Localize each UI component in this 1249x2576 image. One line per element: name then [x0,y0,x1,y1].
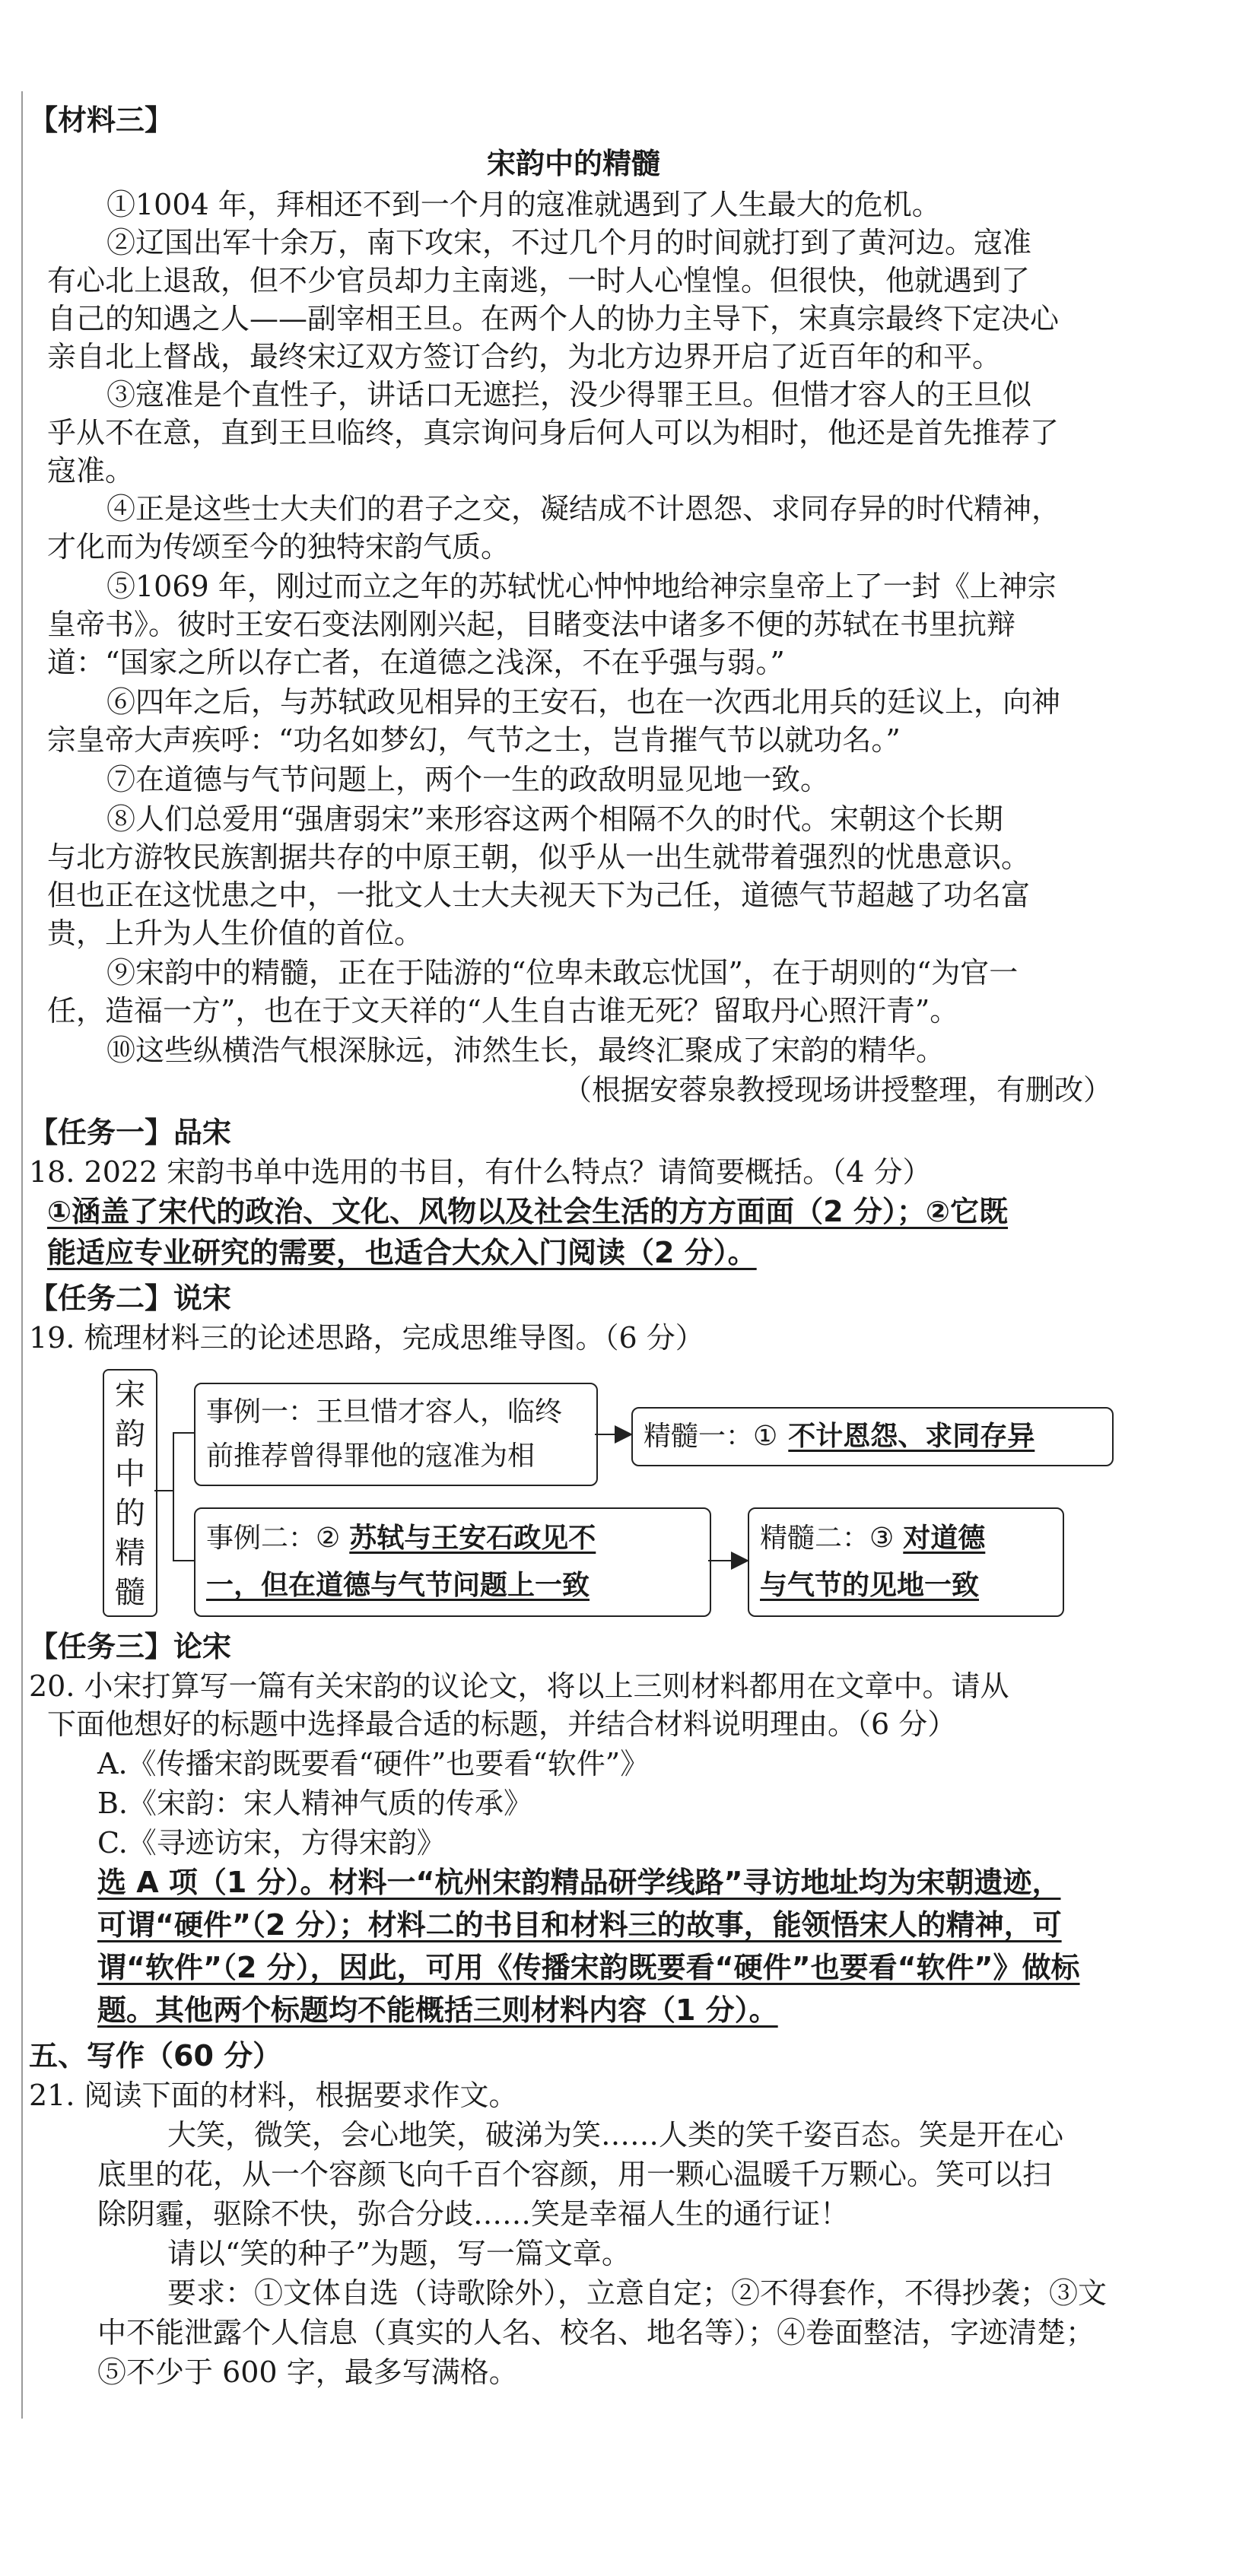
paragraph-line: 才化而为传颂至今的独特宋韵气质。 [47,530,510,564]
example1-line: 前推荐曾得罪他的寇准为相 [206,1440,536,1472]
paragraph-line: ③寇准是个直性子，讲话口无遮拦，没少得罪王旦。但惜才容人的王旦似 [106,378,1032,411]
question-20-line: 20. 小宋打算写一篇有关宋韵的议论文，将以上三则材料都用在文章中。请从 [29,1669,1009,1703]
question-19: 19. 梳理材料三的论述思路，完成思维导图。（6 分） [29,1321,704,1355]
paragraph-line: ⑩这些纵横浩气根深脉远，沛然生长，最终汇聚成了宋韵的精华。 [106,1034,945,1067]
writing-requirements-line: ⑤不少于 600 字，最多写满格。 [97,2355,518,2389]
paragraph-line: 乎从不在意，直到王旦临终，真宗询问身后何人可以为相时，他还是首先推荐了 [47,416,1060,449]
connector-root-example1 [154,1433,194,1491]
paragraph-line: 寇准。 [47,454,135,488]
paragraph-line: 亲自北上督战，最终宋辽双方签订合约，为北方边界开启了近百年的和平。 [47,340,1002,373]
question-20-line: 下面他想好的标题中选择最合适的标题，并结合材料说明理由。（6 分） [47,1707,957,1741]
answer-20-line: 可谓“硬件”（2 分）；材料二的书目和材料三的故事，能领悟宋人的精神，可 [97,1908,1062,1942]
question-18: 18. 2022 宋韵书单中选用的书目，有什么特点？请简要概括。（4 分） [29,1155,932,1189]
paragraph-line: 与北方游牧民族割据共存的中原王朝，似乎从一出生就带着强烈的忧患意识。 [47,840,1031,874]
answer-18-line: 能适应专业研究的需要，也适合大众入门阅读（2 分）。 [47,1236,757,1269]
answer-20-line: 题。其他两个标题均不能概括三则材料内容（1 分）。 [97,1993,778,2027]
source-note: （根据安蓉泉教授现场讲授整理，有删改） [563,1073,1113,1107]
task1-label: 【任务一】品宋 [29,1116,232,1149]
option-c: C.《寻迹访宋，方得宋韵》 [97,1826,446,1860]
example1-line: 事例一：王旦惜才容人，临终 [206,1396,563,1428]
paragraph-line: ④正是这些士大夫们的君子之交，凝结成不计恩怨、求同存异的时代精神， [106,492,1061,526]
connector-root-example2 [173,1491,194,1561]
paragraph-line: ①1004 年，拜相还不到一个月的寇准就遇到了人生最大的危机。 [106,188,941,221]
paragraph-line: ⑥四年之后，与苏轼政见相异的王安石，也在一次西北用兵的廷议上，向神 [106,685,1061,719]
paragraph-line: 自己的知遇之人——副宰相王旦。在两个人的协力主导下，宋真宗最终下定决心 [47,302,1060,335]
essence1-label: 精髓一：① [644,1421,778,1452]
paragraph-line: 有心北上退敌，但不少官员却力主南逃，一时人心惶惶。但很快，他就遇到了 [47,264,1031,297]
task3-label: 【任务三】论宋 [29,1630,232,1663]
answer-18-line: ①涵盖了宋代的政治、文化、风物以及社会生活的方方面面（2 分）；②它既 [47,1195,1009,1228]
task2-label: 【任务二】说宋 [29,1282,232,1315]
writing-material-line: 除阴霾，驱除不快，弥合分歧……笑是幸福人生的通行证！ [97,2197,850,2231]
paragraph-line: 任，造福一方”，也在于文天祥的“人生自古谁无死？留取丹心照汗青”。 [47,994,959,1028]
material-title: 宋韵中的精髓 [487,147,661,180]
paragraph-line: 宗皇帝大声疾呼：“功名如梦幻，气节之士，岂肯摧气节以就功名。” [47,723,901,757]
example2-answer-line: 一，但在道德与气节问题上一致 [206,1570,590,1601]
writing-material-line: 底里的花，从一个容颜飞向千百个容颜，用一颗心温暖千万颗心。笑可以扫 [97,2158,1052,2191]
paragraph-line: ②辽国出军十余万，南下攻宋，不过几个月的时间就打到了黄河边。寇准 [106,226,1032,259]
writing-heading: 五、写作（60 分） [29,2039,282,2073]
essence1-answer: 不计恩怨、求同存异 [788,1421,1035,1452]
writing-requirements-line: 中不能泄露个人信息（真实的人名、校名、地名等）；④卷面整洁，字迹清楚； [97,2316,1095,2349]
example2-answer-line: 苏轼与王安石政见不 [349,1523,596,1554]
paragraph-line: ⑧人们总爱用“强唐弱宋”来形容这两个相隔不久的时代。宋朝这个长期 [106,802,1003,836]
essence2-label: 精髓二：③ [760,1523,895,1554]
paragraph-line: 贵，上升为人生价值的首位。 [47,916,424,950]
answer-20-line: 谓“软件”（2 分），因此，可用《传播宋韵既要看“硬件”也要看“软件”》做标 [97,1951,1080,1984]
essence2-answer-line: 对道德 [903,1523,986,1554]
essence2-answer-line: 与气节的见地一致 [760,1570,980,1601]
paragraph-line: 皇帝书》。彼时王安石变法刚刚兴起，目睹变法中诸多不便的苏轼在书里抗辩 [47,608,1016,641]
paragraph-line: ⑨宋韵中的精髓，正在于陆游的“位卑未敢忘忧国”，在于胡则的“为官一 [106,956,1019,989]
option-a: A.《传播宋韵既要看“硬件”也要看“软件”》 [97,1747,650,1780]
material-label: 【材料三】 [29,103,174,137]
paragraph-line: ⑤1069 年，刚过而立之年的苏轼忧心忡忡地给神宗皇帝上了一封《上神宗 [106,570,1057,603]
option-b: B.《宋韵：宋人精神气质的传承》 [97,1787,533,1820]
writing-prompt: 请以“笑的种子”为题，写一篇文章。 [167,2237,631,2270]
question-21: 21. 阅读下面的材料，根据要求作文。 [29,2079,518,2112]
paragraph-line: ⑦在道德与气节问题上，两个一生的政敌明显见地一致。 [106,763,830,796]
writing-requirements-line: 要求：①文体自选（诗歌除外），立意自定；②不得套作，不得抄袭；③文 [167,2276,1108,2310]
mindmap-root-text: 宋韵中的精髓 [115,1377,145,1610]
answer-20-line: 选 A 项（1 分）。材料一“杭州宋韵精品研学线路”寻访地址均为宋朝遗迹， [97,1866,1061,1899]
paragraph-line: 道：“国家之所以存亡者，在道德之浅深，不在乎强与弱。” [47,646,785,679]
example2-label: 事例二：② [206,1523,341,1554]
writing-material-line: 大笑，微笑，会心地笑，破涕为笑……人类的笑千姿百态。笑是开在心 [167,2118,1064,2152]
paragraph-line: 但也正在这忧患之中，一批文人士大夫视天下为己任，道德气节超越了功名富 [47,878,1031,912]
